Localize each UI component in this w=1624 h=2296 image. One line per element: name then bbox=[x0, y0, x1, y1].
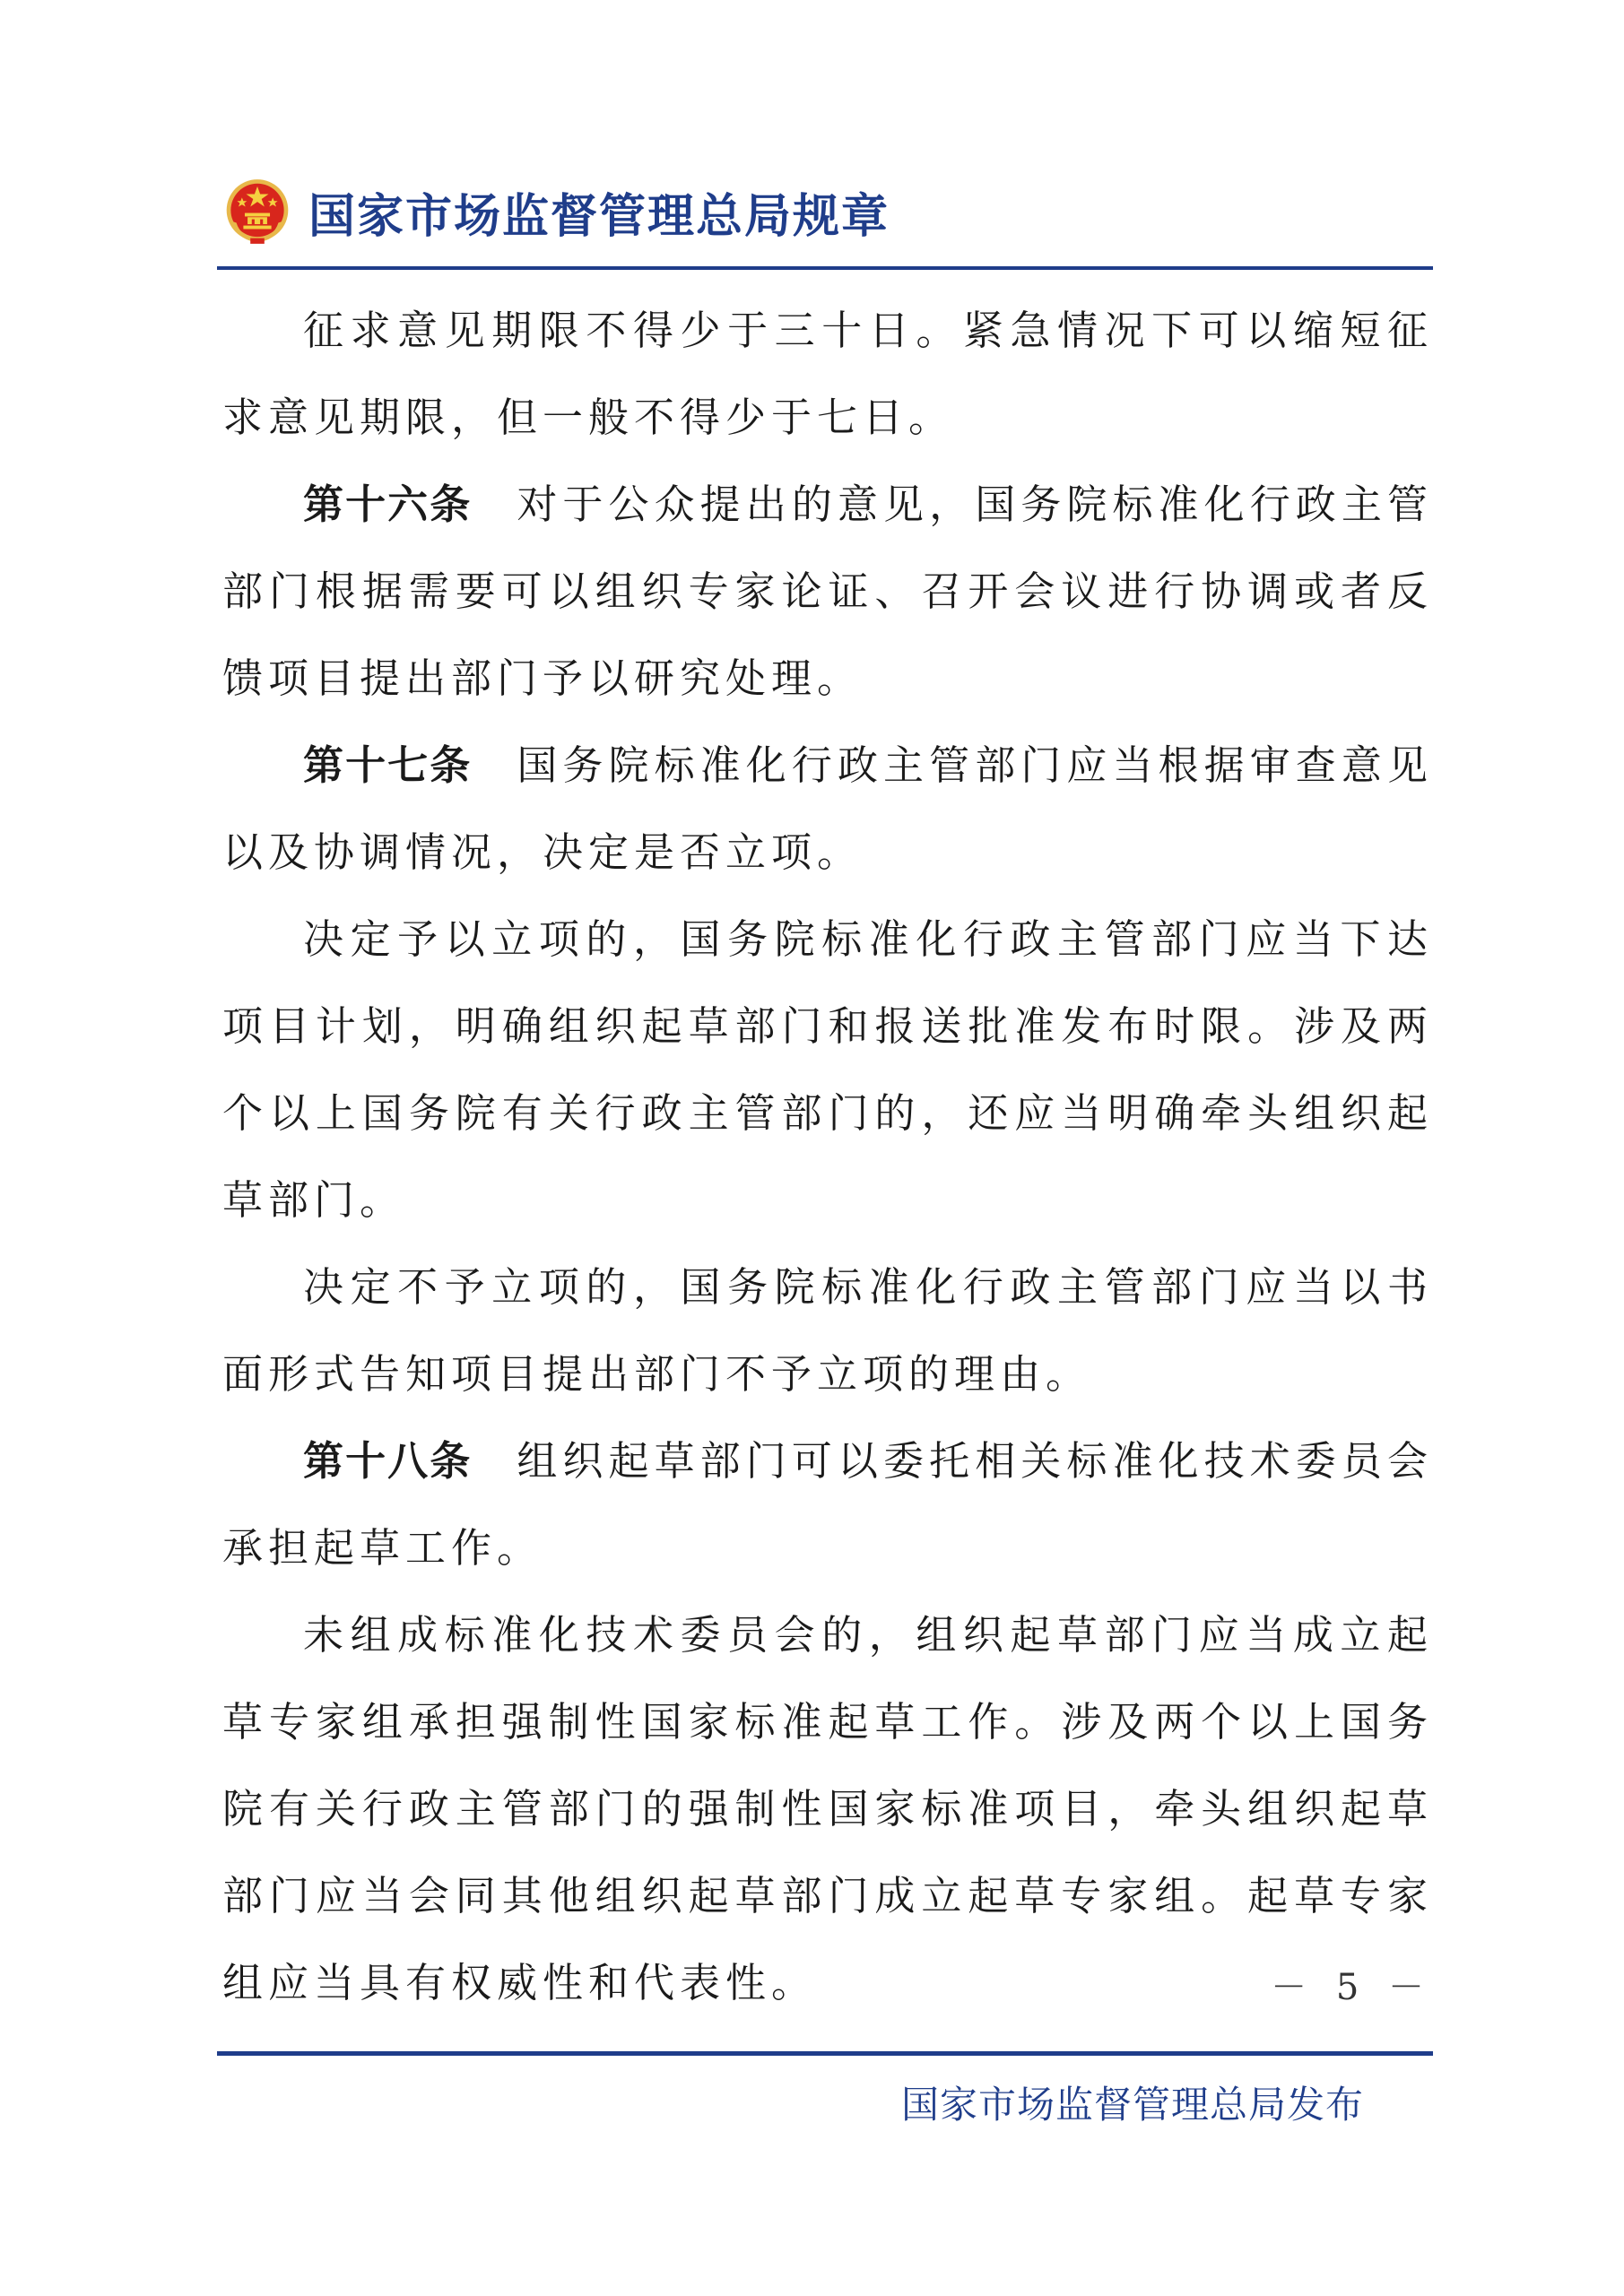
page-number: － 5 － bbox=[1271, 1967, 1433, 2008]
footer-divider bbox=[217, 2051, 1433, 2056]
footer-publisher: 国家市场监督管理总局发布 bbox=[900, 2083, 1364, 2127]
paragraph-text: 对于公众提出的意见，国务院标准化行政主管部门根据需要可以组织专家论证、召开会议进行协调或者反馈项目提出部门予以研究处理。 bbox=[222, 481, 1433, 702]
document-header bbox=[222, 167, 890, 256]
paragraph-text: 未组成标准化技术委员会的，组织起草部门应当成立起草专家组承担强制性国家标准起草工作。涉及两个以上国务院有关行政主管部门的强制性国家标准项目，牵头组织起草部门应当会同其他组织起草部门成立起草专家组。起草专家组应当具有权威性和代表性。 bbox=[222, 1611, 1433, 2006]
paragraph-text: 国务院标准化行政主管部门应当根据审查意见以及协调情况，决定是否立项。 bbox=[222, 741, 1433, 876]
paragraph-continuation bbox=[222, 287, 1433, 461]
header-title: 国家市场监督管理总局规章 bbox=[308, 189, 890, 244]
paragraph-text: 决定不予立项的，国务院标准化行政主管部门应当以书面形式告知项目提出部门不予立项的理由。 bbox=[222, 1263, 1433, 1398]
article-number: 第十八条 bbox=[303, 1437, 473, 1485]
article-number: 第十六条 bbox=[303, 481, 473, 528]
paragraph-text: 组织起草部门可以委托相关标准化技术委员会承担起草工作。 bbox=[222, 1437, 1433, 1572]
article-16 bbox=[222, 461, 1433, 722]
article-17-clause-2 bbox=[222, 896, 1433, 1243]
article-18-clause-2 bbox=[222, 1591, 1433, 2026]
article-18 bbox=[222, 1417, 1433, 1591]
document-body bbox=[222, 287, 1433, 2026]
paragraph-text: 征求意见期限不得少于三十日。紧急情况下可以缩短征求意见期限，但一般不得少于七日。 bbox=[222, 307, 1433, 441]
paragraph-text: 决定予以立项的，国务院标准化行政主管部门应当下达项目计划，明确组织起草部门和报送批准发布时限。涉及两个以上国务院有关行政主管部门的，还应当明确牵头组织起草部门。 bbox=[222, 915, 1433, 1224]
article-number: 第十七条 bbox=[303, 741, 473, 789]
article-17-clause-3 bbox=[222, 1243, 1433, 1417]
national-emblem-icon bbox=[222, 177, 292, 247]
article-17 bbox=[222, 722, 1433, 896]
header-divider bbox=[217, 266, 1433, 270]
